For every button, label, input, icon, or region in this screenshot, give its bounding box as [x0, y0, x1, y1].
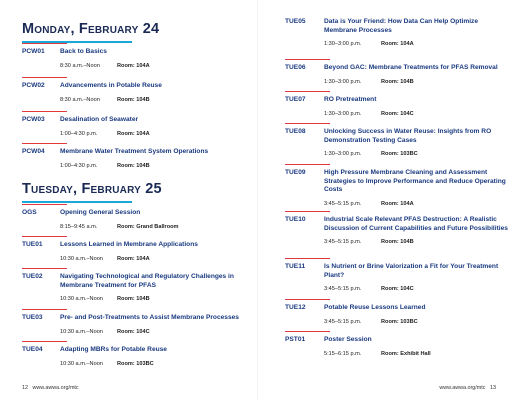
session-title: Pre- and Post-Treatments to Assist Membrane Processes — [60, 314, 239, 321]
session-time: 8:30 a.m.–Noon — [60, 62, 100, 69]
session-room: Room: 104C — [381, 286, 414, 293]
day-heading-monday — [22, 21, 250, 43]
session-title: Advancements in Potable Reuse — [60, 82, 162, 89]
session-time: 5:15–6:15 p.m. — [324, 350, 362, 357]
session-room: Room: 104B — [381, 78, 414, 85]
session-pcw01 — [22, 43, 250, 69]
session-code: PCW04 — [22, 148, 45, 155]
session-pcw04 — [22, 143, 250, 169]
footer-url[interactable]: www.awwa.org/mtc — [32, 385, 79, 391]
session-room: Room: 104B — [117, 162, 150, 169]
session-code: TUE11 — [285, 263, 306, 270]
session-room: Room: 104A — [381, 200, 414, 207]
session-room: Room: 103BC — [117, 360, 154, 367]
session-code: TUE02 — [22, 273, 43, 280]
session-room: Room: 104B — [381, 239, 414, 246]
session-pst01 — [285, 331, 510, 357]
session-code: TUE06 — [285, 64, 306, 71]
session-room: Room: Grand Ballroom — [117, 223, 179, 230]
session-code: PCW02 — [22, 82, 45, 89]
session-title: Membrane Water Treatment System Operations — [60, 148, 209, 155]
day-heading-tuesday — [22, 181, 250, 203]
session-title: Back to Basics — [60, 48, 107, 55]
session-title: Lessons Learned in Membrane Applications — [60, 241, 198, 248]
page-footer — [22, 385, 79, 391]
session-time: 3:45–5:15 p.m. — [324, 239, 362, 246]
session-time: 3:45–5:15 p.m. — [324, 318, 362, 325]
session-room: Room: 103BC — [381, 318, 418, 325]
session-time: 10:30 a.m.–Noon — [60, 255, 103, 262]
day-title: Tuesday, February 25 — [22, 181, 162, 197]
session-title: Desalination of Seawater — [60, 116, 139, 123]
page-number: 13 — [490, 385, 496, 391]
session-room: Room: 104C — [117, 328, 150, 335]
session-room: Room: 103BC — [381, 151, 418, 158]
session-tue07 — [285, 91, 510, 117]
session-tue05 — [285, 18, 510, 47]
day-rule — [22, 201, 132, 203]
session-time: 1:30–3:00 p.m. — [324, 151, 362, 158]
footer-url[interactable]: www.awwa.org/mtc — [439, 385, 486, 391]
session-room: Room: Exhibit Hall — [381, 350, 431, 357]
session-title: Opening General Session — [60, 209, 141, 216]
session-room: Room: 104A — [117, 130, 150, 137]
session-code: TUE05 — [285, 18, 306, 25]
session-title: RO Pretreatment — [324, 96, 377, 103]
session-title: Industrial Scale Relevant PFAS Destruction: A Realistic Discussion of Current Capabilities and Future Possibilities — [324, 216, 508, 232]
session-code: PST01 — [285, 336, 306, 343]
session-title: High Pressure Membrane Cleaning and Assessment Strategies to Improve Performance and Reduce Operating Costs — [324, 169, 506, 194]
session-code: TUE03 — [22, 314, 43, 321]
session-tue04 — [22, 341, 250, 367]
session-code: TUE01 — [22, 241, 43, 248]
session-tue08 — [285, 123, 510, 157]
session-code: TUE09 — [285, 169, 306, 176]
session-code: TUE10 — [285, 216, 306, 223]
session-time: 1:00–4:30 p.m. — [60, 130, 98, 137]
session-code: PCW03 — [22, 116, 45, 123]
session-title: Adapting MBRs for Potable Reuse — [60, 346, 167, 353]
session-ogs — [22, 204, 250, 230]
session-tue01 — [22, 236, 250, 262]
session-code: OGS — [22, 209, 37, 216]
session-title: Poster Session — [324, 336, 372, 343]
session-code: TUE08 — [285, 128, 306, 135]
right-page — [258, 0, 516, 400]
session-time: 10:30 a.m.–Noon — [60, 328, 103, 335]
session-code: TUE12 — [285, 304, 306, 311]
session-time: 8:30 a.m.–Noon — [60, 96, 100, 103]
session-time: 1:30–3:00 p.m. — [324, 110, 362, 117]
session-code: TUE07 — [285, 96, 306, 103]
session-code: TUE04 — [22, 346, 43, 353]
page-number: 12 — [22, 385, 28, 391]
session-time: 3:45–5:15 p.m. — [324, 200, 362, 207]
session-time: 10:30 a.m.–Noon — [60, 360, 103, 367]
session-time: 1:30–3:00 p.m. — [324, 41, 362, 48]
session-tue10 — [285, 211, 510, 245]
session-tue12 — [285, 299, 510, 325]
day-title: Monday, February 24 — [22, 21, 160, 37]
session-title: Navigating Technological and Regulatory Challenges in Membrane Treatment for PFAS — [60, 273, 234, 289]
session-title: Is Nutrient or Brine Valorization a Fit for Your Treatment Plant? — [324, 263, 499, 279]
session-title: Data is Your Friend: How Data Can Help Optimize Membrane Processes — [324, 18, 478, 34]
page-footer — [439, 385, 496, 391]
session-title: Beyond GAC: Membrane Treatments for PFAS Removal — [324, 64, 498, 71]
session-room: Room: 104B — [117, 296, 150, 303]
session-room: Room: 104B — [117, 96, 150, 103]
session-pcw03 — [22, 111, 250, 137]
session-time: 8:15–9:45 a.m. — [60, 223, 98, 230]
session-tue03 — [22, 309, 250, 335]
session-title: Unlocking Success in Water Reuse: Insights from RO Demonstration Testing Cases — [324, 128, 492, 144]
session-pcw02 — [22, 77, 250, 103]
session-room: Room: 104A — [381, 41, 414, 48]
session-title: Potable Reuse Lessons Learned — [324, 304, 426, 311]
session-tue06 — [285, 59, 510, 85]
session-time: 10:30 a.m.–Noon — [60, 296, 103, 303]
session-room: Room: 104A — [117, 255, 150, 262]
session-code: PCW01 — [22, 48, 45, 55]
session-room: Room: 104A — [117, 62, 150, 69]
session-tue11 — [285, 258, 510, 292]
session-room: Room: 104C — [381, 110, 414, 117]
session-time: 1:00–4:30 p.m. — [60, 162, 98, 169]
session-tue09 — [285, 164, 510, 207]
session-tue02 — [22, 268, 250, 302]
session-time: 1:30–3:00 p.m. — [324, 78, 362, 85]
session-time: 3:45–5:15 p.m. — [324, 286, 362, 293]
